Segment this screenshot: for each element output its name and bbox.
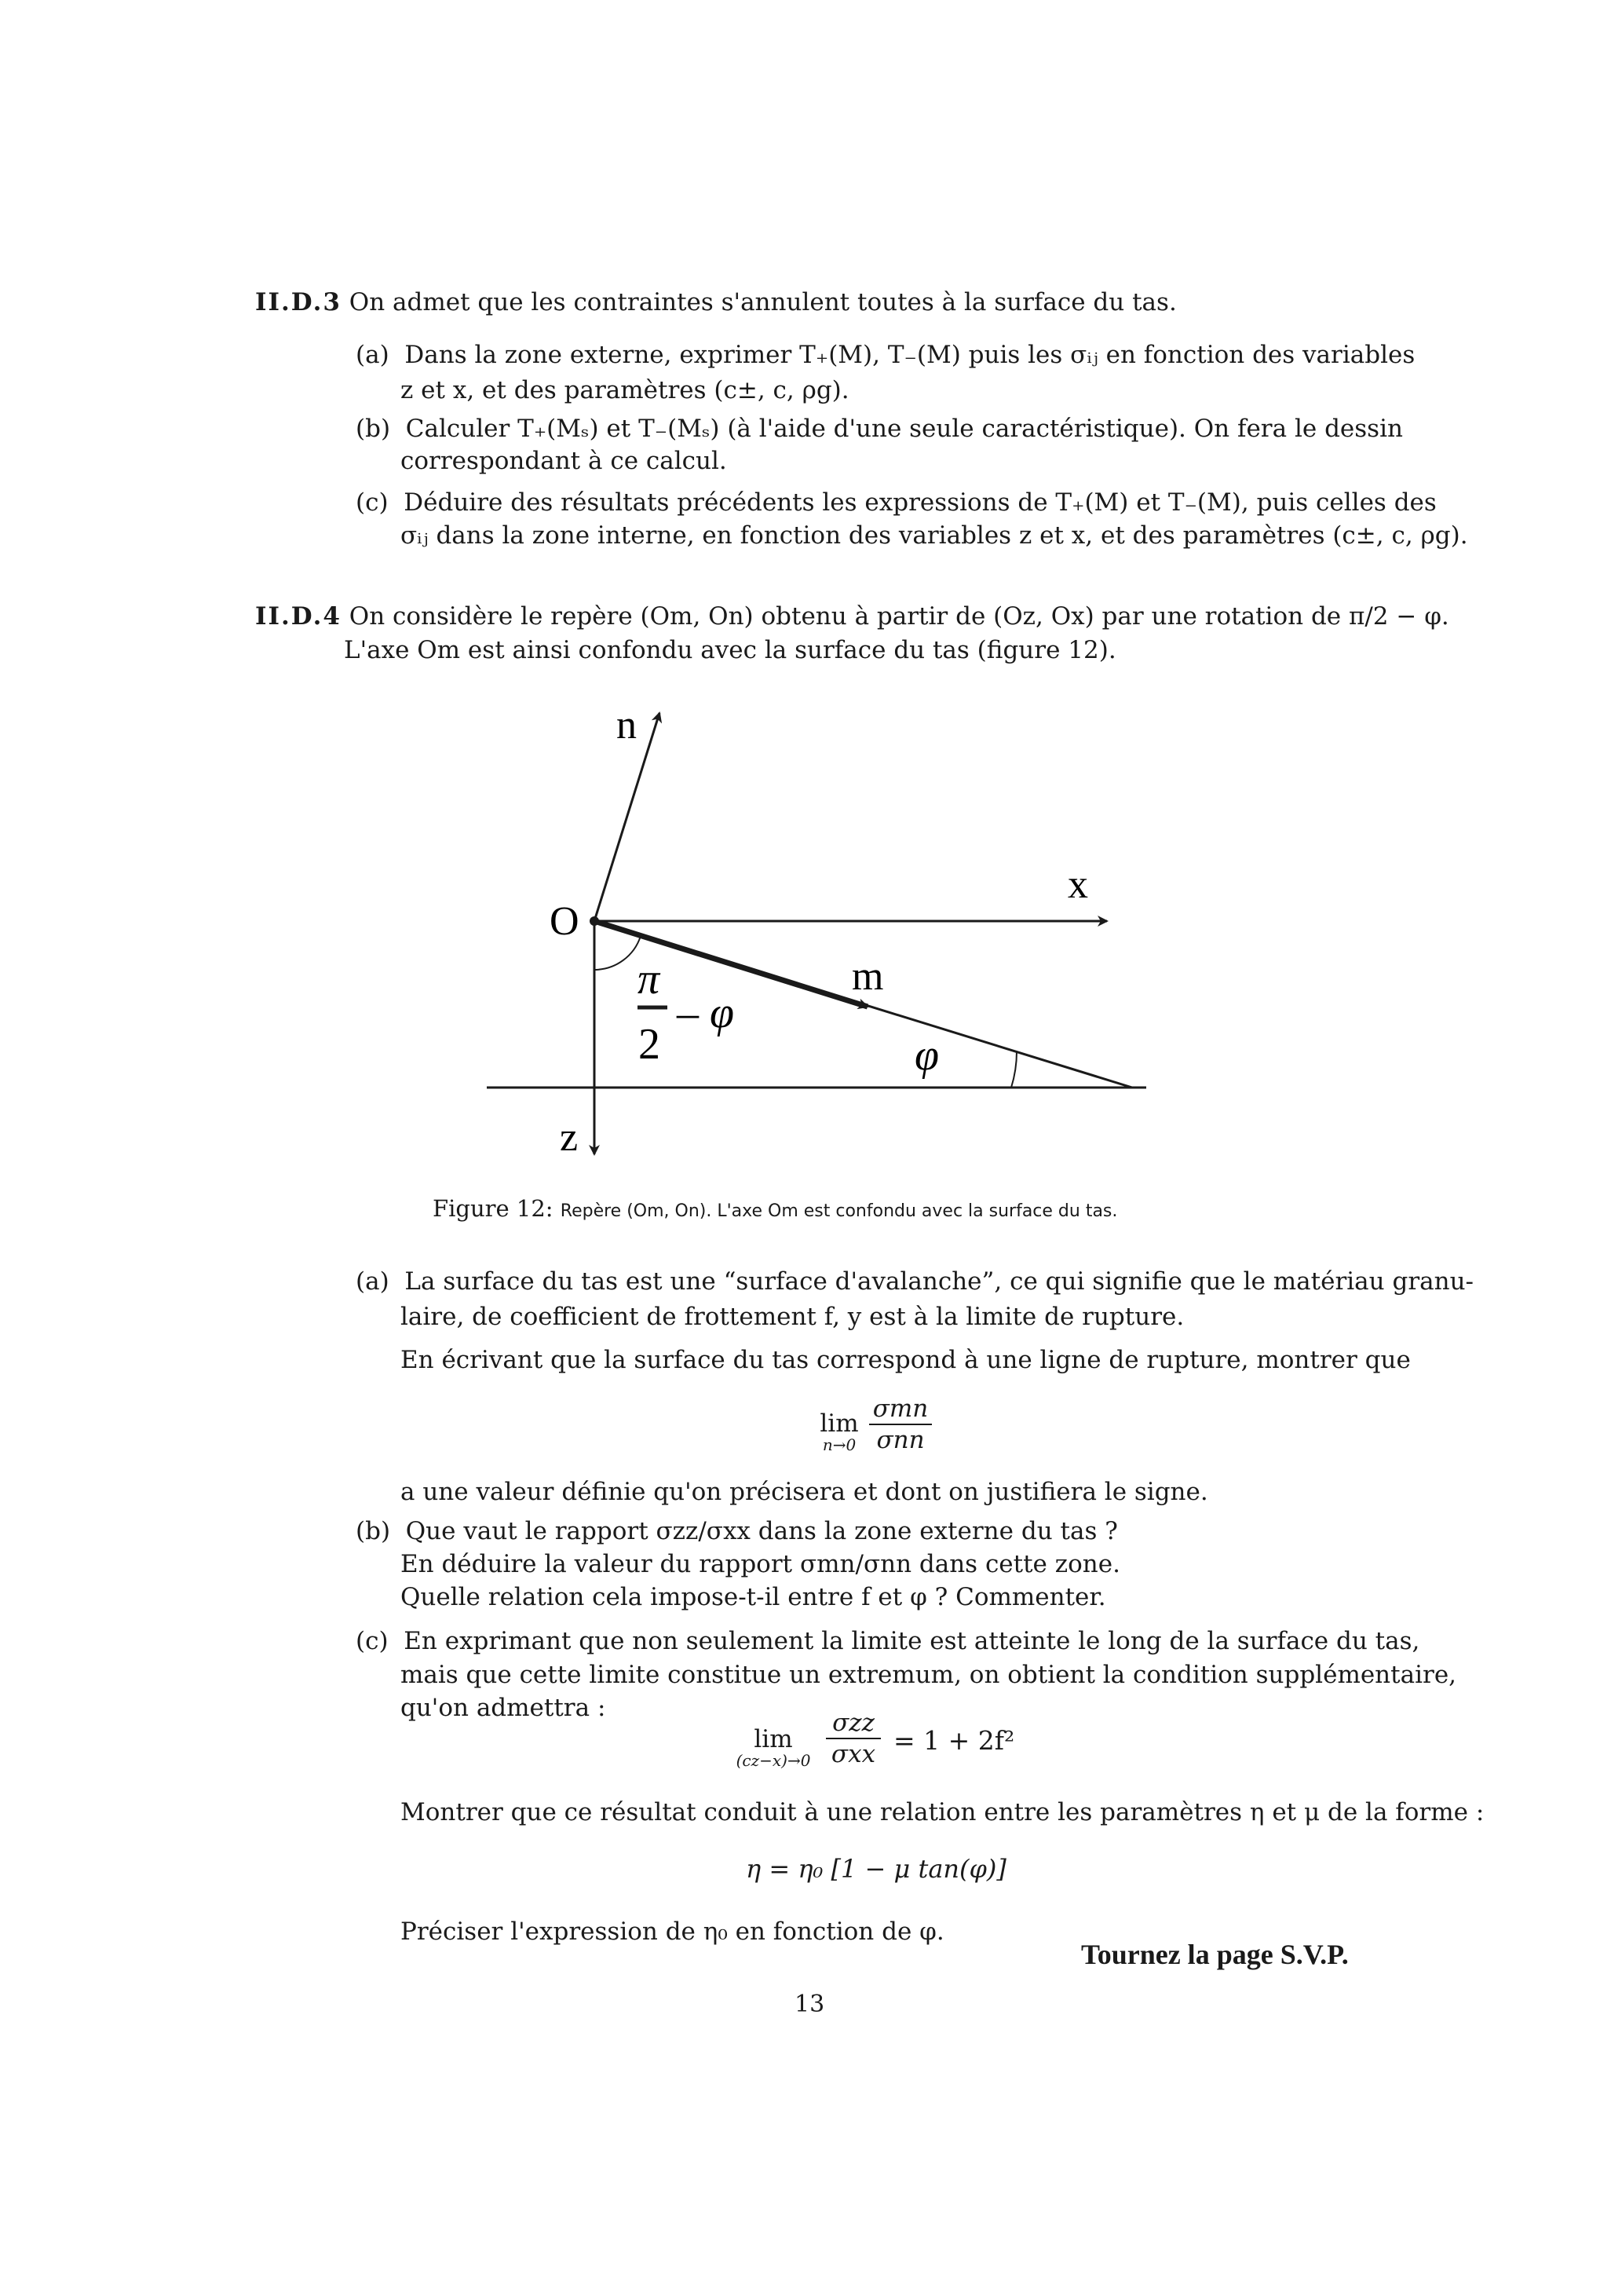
turn-page-note: Tournez la page S.V.P. bbox=[1081, 1939, 1349, 1970]
part-b-marker: (b) bbox=[356, 1517, 391, 1545]
eq-c-rhs: = 1 + 2f² bbox=[893, 1725, 1015, 1756]
item-3a-marker: (a) bbox=[356, 341, 389, 369]
label-two: 2 bbox=[638, 1020, 660, 1069]
page-number: 13 bbox=[795, 1991, 825, 2018]
eq-a-lim: lim bbox=[820, 1409, 859, 1438]
part-c-text1: En exprimant que non seulement la limite est atteinte le long de la surface du tas, bbox=[404, 1627, 1420, 1655]
eq-c-denominator: σxx bbox=[831, 1740, 876, 1768]
eq-c-lim: lim bbox=[754, 1725, 793, 1753]
section-3-intro bbox=[255, 287, 1177, 318]
item-3c-text1: Déduire des résultats précédents les expressions de T₊(M) et T₋(M), puis celles des bbox=[404, 488, 1437, 517]
label-n: n bbox=[616, 703, 637, 748]
part-c-line1 bbox=[356, 1625, 1419, 1657]
label-o: O bbox=[550, 899, 579, 944]
section-3-label: II.D.3 bbox=[255, 288, 342, 316]
section-4-line2: L'axe Om est ainsi confondu avec la surface du tas (figure 12). bbox=[344, 636, 1116, 664]
equation-eta: η = η₀ [1 − μ tan(φ)] bbox=[746, 1854, 1006, 1884]
item-3b-text1: Calculer T₊(Mₛ) et T₋(Mₛ) (à l'aide d'une seule caractéristique). On fera le dessin bbox=[405, 415, 1403, 443]
part-c-line4: Montrer que ce résultat conduit à une relation entre les paramètres η et μ de la forme : bbox=[400, 1798, 1485, 1826]
label-phi: φ bbox=[915, 1031, 939, 1080]
label-m: m bbox=[852, 954, 884, 999]
eq-a-numerator: σmn bbox=[869, 1394, 932, 1425]
part-c-line5: Préciser l'expression de η₀ en fonction de φ. bbox=[400, 1918, 944, 1946]
part-b-line2: En déduire la valeur du rapport σmn/σnn dans cette zone. bbox=[400, 1550, 1120, 1578]
part-a-line3: En écrivant que la surface du tas correspond à une ligne de rupture, montrer que bbox=[400, 1346, 1411, 1374]
label-z: z bbox=[560, 1115, 579, 1160]
part-c-marker: (c) bbox=[356, 1627, 389, 1655]
section-3-intro-text: On admet que les contraintes s'annulent toutes à la surface du tas. bbox=[349, 288, 1177, 316]
part-c-line3: qu'on admettra : bbox=[400, 1694, 606, 1722]
item-3b-line1 bbox=[356, 413, 1403, 444]
part-c-line2: mais que cette limite constitue un extremum, on obtient la condition supplémentaire, bbox=[400, 1661, 1457, 1689]
item-3c-marker: (c) bbox=[356, 488, 389, 517]
label-pi: π bbox=[637, 955, 660, 1004]
item-3c-line2: σᵢⱼ dans la zone interne, en fonction des variables z et x, et des paramètres (c±, c, ρg). bbox=[400, 521, 1468, 550]
part-a-line2: laire, de coefficient de frottement f, y est à la limite de rupture. bbox=[400, 1303, 1185, 1331]
equation-lim-zz bbox=[722, 1708, 1052, 1779]
figure-12-diagram bbox=[471, 699, 1178, 1186]
origin-dot bbox=[590, 916, 599, 926]
item-3b-marker: (b) bbox=[356, 415, 391, 443]
section-4-text1: On considère le repère (Om, On) obtenu à partir de (Oz, Ox) par une rotation de π/2 − φ. bbox=[349, 602, 1449, 631]
angle-arc-phi bbox=[1011, 1051, 1017, 1088]
section-4-label: II.D.4 bbox=[255, 602, 342, 631]
item-3a-text1: Dans la zone externe, exprimer T₊(M), T₋(M) puis les σᵢⱼ en fonction des variables bbox=[404, 341, 1416, 369]
eq-c-numerator: σzz bbox=[826, 1708, 881, 1739]
part-b-line1 bbox=[356, 1515, 1118, 1547]
part-a-marker: (a) bbox=[356, 1267, 389, 1296]
part-b-text1: Que vaut le rapport σzz/σxx dans la zone externe du tas ? bbox=[405, 1517, 1118, 1545]
item-3a-line1 bbox=[356, 339, 1415, 371]
angle-arc-pi2-phi bbox=[594, 936, 641, 970]
part-b-line3: Quelle relation cela impose-t-il entre f et φ ? Commenter. bbox=[400, 1583, 1106, 1611]
part-a-text1: La surface du tas est une “surface d'avalanche”, ce qui signifie que le matériau granu- bbox=[404, 1267, 1474, 1296]
item-3c-line1 bbox=[356, 487, 1437, 518]
item-3b-line2: correspondant à ce calcul. bbox=[400, 447, 727, 475]
label-x: x bbox=[1068, 862, 1088, 907]
equation-lim-mn bbox=[813, 1394, 938, 1464]
eq-c-lim-sub: (cz−x)→0 bbox=[736, 1751, 811, 1770]
item-3a-line2: z et x, et des paramètres (c±, c, ρg). bbox=[400, 376, 849, 404]
part-a-line4: a une valeur définie qu'on précisera et dont on justifiera le signe. bbox=[400, 1478, 1208, 1506]
section-4-line1 bbox=[255, 601, 1449, 632]
label-minus-phi: – φ bbox=[677, 989, 734, 1037]
figure-caption bbox=[433, 1195, 1117, 1222]
eq-a-denominator: σnn bbox=[876, 1426, 925, 1454]
eq-a-lim-sub: n→0 bbox=[822, 1435, 857, 1454]
caption-prefix: Figure 12: bbox=[433, 1195, 553, 1222]
part-a-line1 bbox=[356, 1266, 1474, 1297]
caption-text: Repère (Om, On). L'axe Om est confondu avec la surface du tas. bbox=[560, 1201, 1118, 1221]
